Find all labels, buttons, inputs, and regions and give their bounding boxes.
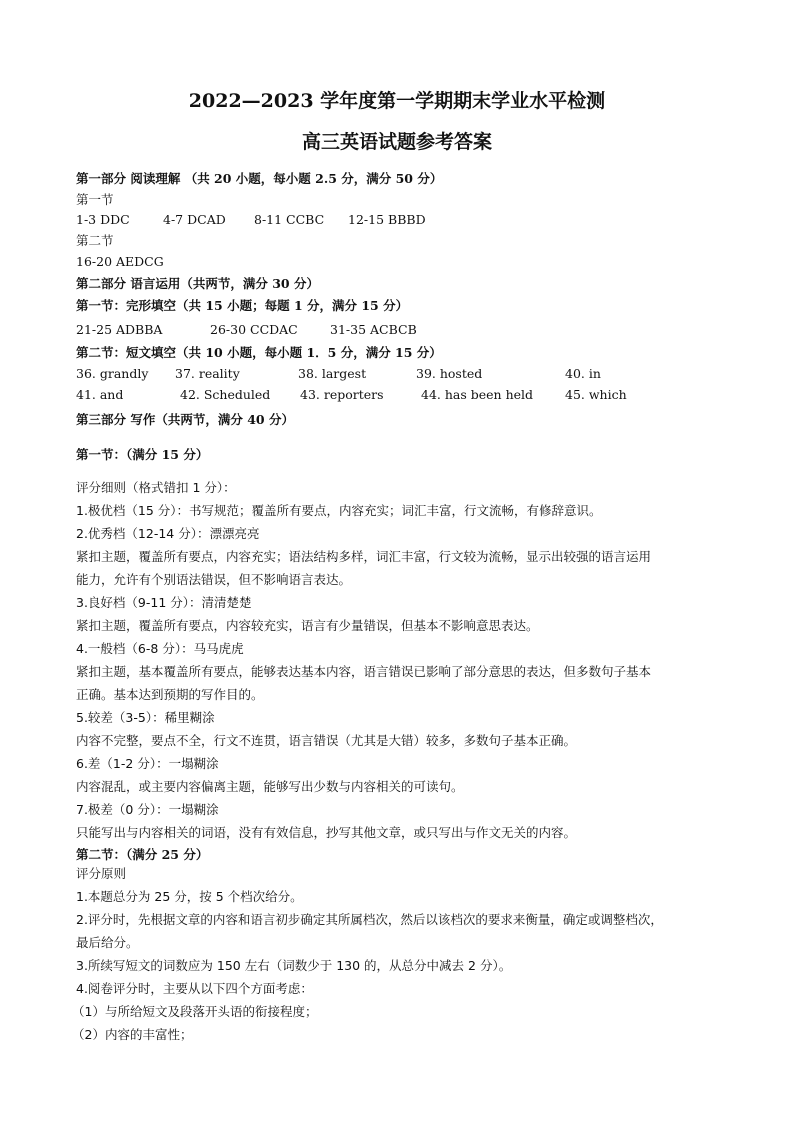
answer-cell: 40. in — [565, 366, 601, 381]
part1-heading: 第一部分 阅读理解 （共 20 小题，每小题 2.5 分，满分 50 分） — [76, 171, 443, 186]
answer-cell: 38. largest — [298, 366, 367, 381]
grading-line: 紧扣主题，覆盖所有要点，内容较充实，语言有少量错误，但基本不影响意思表达。 — [76, 618, 539, 633]
document-subtitle: 高三英语试题参考答案 — [301, 131, 492, 153]
answer-cell: 43. reporters — [300, 387, 384, 402]
grading-line: 1.极优档（15 分）：书写规范；覆盖所有要点，内容充实；词汇丰富，行文流畅，有修辞意识。 — [76, 503, 602, 518]
part2-section2-heading: 第二节：短文填空（共 10 小题，每小题 1．5 分，满分 15 分） — [76, 345, 442, 360]
grading-line: 4.阅卷评分时，主要从以下四个方面考虑： — [76, 981, 313, 996]
answer-cell: 39. hosted — [416, 366, 483, 381]
grading-line: 6.差（1-2 分）：一塌糊涂 — [76, 756, 219, 771]
grading-line: 评分原则 — [76, 866, 127, 881]
answer-cell: 44. has been held — [421, 387, 534, 402]
grading-line: 能力，允许有个别语法错误，但不影响语言表达。 — [76, 572, 352, 587]
grading-line: 3.良好档（9-11 分）：清清楚楚 — [76, 595, 252, 610]
answer-cell: 41. and — [76, 387, 124, 402]
answer-cell: 21-25 ADBBA — [76, 322, 163, 337]
grading-line: 紧扣主题，覆盖所有要点，内容充实；语法结构多样，词汇丰富，行文较为流畅，显示出较强的语言运用 — [76, 549, 652, 564]
answer-cell: 16-20 AEDCG — [76, 254, 164, 269]
answer-cell: 4-7 DCAD — [163, 212, 226, 227]
part3-section1-heading: 第一节：（满分 15 分） — [76, 447, 209, 462]
grading-line: 2.评分时，先根据文章的内容和语言初步确定其所属档次，然后以该档次的要求来衡量，确定或调整档次， — [76, 912, 663, 927]
answer-cell: 8-11 CCBC — [254, 212, 325, 227]
grading-line: 7.极差（0 分）：一塌糊涂 — [76, 802, 219, 817]
document-title: 2022—2023 学年度第一学期期末学业水平检测 — [188, 90, 606, 112]
grading-line: 4.一般档（6-8 分）：马马虎虎 — [76, 641, 244, 656]
answer-cell: 37. reality — [175, 366, 240, 381]
answer-cell: 1-3 DDC — [76, 212, 130, 227]
grading-line: 评分细则（格式错扣 1 分）： — [76, 480, 236, 495]
grading-line: 3.所续写短文的词数应为 150 左右（词数少于 130 的，从总分中减去 2 分）。 — [76, 958, 512, 973]
part2-section1-heading: 第一节：完形填空（共 15 小题；每题 1 分，满分 15 分） — [76, 298, 409, 313]
part1-section2-label: 第二节 — [76, 233, 114, 248]
answer-cell: 42. Scheduled — [180, 387, 271, 402]
grading-line: 正确。基本达到预期的写作目的。 — [76, 687, 264, 702]
part2-heading: 第二部分 语言运用（共两节，满分 30 分） — [76, 276, 319, 291]
part3-section2-heading: 第二节：（满分 25 分） — [76, 847, 209, 862]
grading-line: 2.优秀档（12-14 分）：漂漂亮亮 — [76, 526, 260, 541]
answer-cell: 26-30 CCDAC — [210, 322, 298, 337]
part1-section1-label: 第一节 — [76, 192, 114, 207]
grading-line: 内容不完整，要点不全，行文不连贯，语言错误（尤其是大错）较多，多数句子基本正确。 — [76, 733, 577, 748]
grading-line: 1.本题总分为 25 分，按 5 个档次给分。 — [76, 889, 303, 904]
part3-heading: 第三部分 写作（共两节，满分 40 分） — [76, 412, 294, 427]
grading-line: 只能写出与内容相关的词语，没有有效信息，抄写其他文章，或只写出与作文无关的内容。 — [76, 825, 577, 840]
grading-line: 内容混乱，或主要内容偏离主题，能够写出少数与内容相关的可读句。 — [76, 779, 464, 794]
answer-cell: 31-35 ACBCB — [330, 322, 417, 337]
grading-line: 5.较差（3-5）：稀里糊涂 — [76, 710, 215, 725]
answer-cell: 12-15 BBBD — [348, 212, 426, 227]
answer-cell: 36. grandly — [76, 366, 149, 381]
grading-line: 最后给分。 — [76, 935, 139, 950]
grading-line: 紧扣主题，基本覆盖所有要点，能够表达基本内容，语言错误已影响了部分意思的表达，但多数句子基本 — [76, 664, 652, 679]
grading-line: （2）内容的丰富性； — [72, 1027, 193, 1042]
answer-cell: 45. which — [565, 387, 627, 402]
grading-line: （1）与所给短文及段落开头语的衔接程度； — [72, 1004, 318, 1019]
